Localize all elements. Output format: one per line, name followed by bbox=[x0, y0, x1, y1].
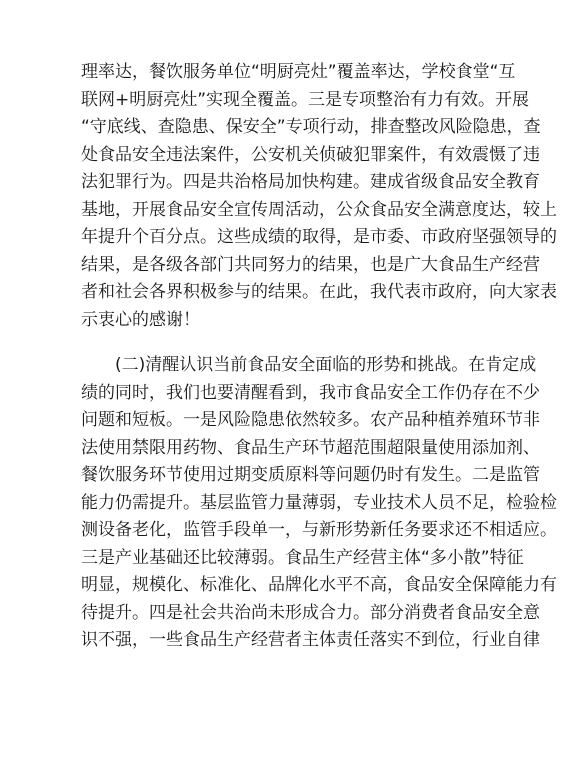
body-text bbox=[81, 59, 557, 655]
paragraph-achievements bbox=[81, 59, 557, 334]
text-line: 能力仍需提升。基层监管力量薄弱，专业技术人员不足，检验检 bbox=[81, 492, 557, 513]
text-line: 绩的同时，我们也要清醒看到，我市食品安全工作仍存在不少 bbox=[81, 382, 540, 403]
text-line: 理率达，餐饮服务单位“明厨亮灶”覆盖率达，学校食堂“互 bbox=[81, 62, 516, 82]
text-line: 三是产业基础还比较薄弱。食品生产经营主体“多小散”特征 bbox=[81, 547, 524, 568]
text-line: 明显，规模化、标准化、品牌化水平不高，食品安全保障能力有 bbox=[81, 575, 557, 595]
text-line: 处食品安全违法案件，公安机关侦破犯罪案件，有效震慑了违 bbox=[81, 144, 540, 165]
text-line: 测设备老化，监管手段单一，与新形势新任务要求还不相适应。 bbox=[81, 520, 557, 540]
text-line: 结果，是各级各部门共同努力的结果，也是广大食品生产经营 bbox=[81, 254, 540, 275]
text-line: 餐饮服务环节使用过期变质原料等问题仍时有发生。二是监管 bbox=[81, 465, 540, 485]
text-line: 者和社会各界积极参与的结果。在此，我代表市政府，向大家表 bbox=[81, 282, 557, 302]
text-line: 法使用禁限用药物、食品生产环节超范围超限量使用添加剂、 bbox=[81, 437, 540, 458]
text-line: 问题和短板。一是风险隐患依然较多。农产品种植养殖环节非 bbox=[81, 410, 540, 430]
paragraph-gap bbox=[81, 334, 511, 352]
text-line: “守底线、查隐患、保安全”专项行动，排查整改风险隐患，查 bbox=[81, 117, 541, 137]
text-line: 识不强，一些食品生产经营者主体责任落实不到位，行业自律 bbox=[81, 630, 540, 650]
text-line: 基地，开展食品安全宣传周活动，公众食品安全满意度达，较上 bbox=[81, 199, 557, 220]
paragraph-challenges bbox=[81, 352, 557, 655]
text-line: 联网+明厨亮灶”实现全覆盖。三是专项整治有力有效。开展 bbox=[81, 89, 530, 110]
text-line: 待提升。四是社会共治尚未形成合力。部分消费者食品安全意 bbox=[81, 602, 540, 623]
text-line: 年提升个百分点。这些成绩的取得，是市委、市政府坚强领导的 bbox=[81, 227, 557, 247]
text-line: (二)清醒认识当前食品安全面临的形势和挑战。在肯定成 bbox=[115, 355, 537, 375]
text-line: 法犯罪行为。四是共治格局加快构建。建成省级食品安全教育 bbox=[81, 172, 540, 192]
text-line: 示衷心的感谢！ bbox=[81, 309, 200, 330]
